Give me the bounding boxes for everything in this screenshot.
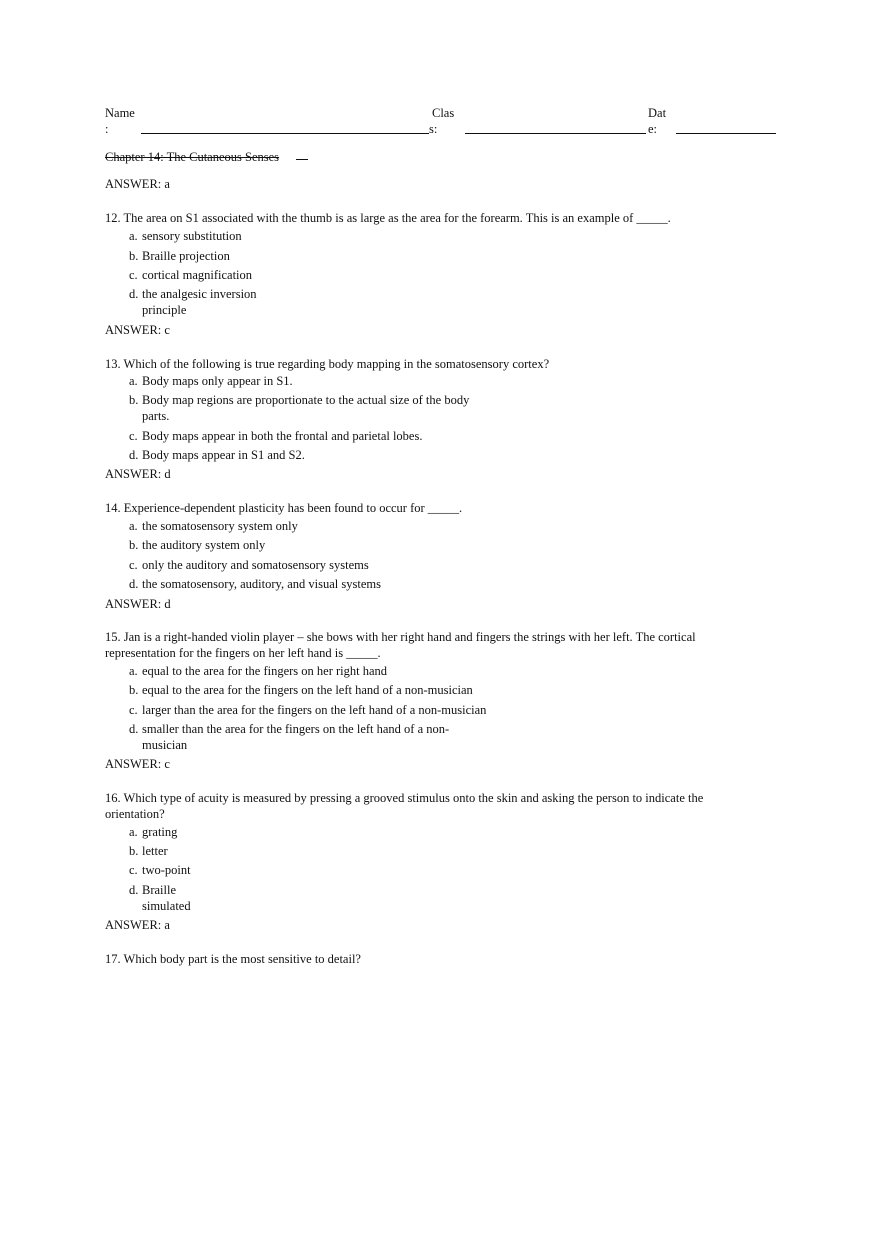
- date-colon: e:: [648, 122, 658, 136]
- class-colon: s:: [429, 122, 438, 136]
- q13-option-b: b. Body map regions are proportionate to the actual size of the body parts.: [129, 393, 470, 423]
- q12-option-b: b. Braille projection: [129, 249, 230, 263]
- q12-option-d: d. the analgesic inversion principle: [129, 287, 257, 317]
- q13-option-d: d. Body maps appear in S1 and S2.: [129, 448, 305, 462]
- question-14: 14. Experience-dependent plasticity has been found to occur for _____.: [105, 501, 463, 515]
- q16-option-d: d. Braille simulated: [129, 883, 191, 913]
- q16-answer: ANSWER: a: [105, 918, 170, 932]
- chapter-title-underline: [296, 159, 308, 160]
- question-16: 16. Which type of acuity is measured by pressing a grooved stimulus onto the skin and asking the person to indicate the orientation?: [105, 791, 704, 821]
- q16-option-b: b. letter: [129, 844, 168, 858]
- chapter-title: Chapter 14: The Cutaneous Senses: [105, 150, 280, 164]
- q16-option-a: a. grating: [129, 825, 178, 839]
- q15-answer: ANSWER: c: [105, 757, 170, 771]
- q15-option-a: a. equal to the area for the fingers on her right hand: [129, 664, 388, 678]
- q14-option-b: b. the auditory system only: [129, 538, 266, 552]
- q13-option-a: a. Body maps only appear in S1.: [129, 374, 293, 388]
- q15-option-b: b. equal to the area for the fingers on the left hand of a non-musician: [129, 683, 473, 697]
- q14-option-c: c. only the auditory and somatosensory systems: [129, 558, 369, 572]
- question-13: 13. Which of the following is true regarding body mapping in the somatosensory cortex?: [105, 357, 550, 371]
- q13-answer: ANSWER: d: [105, 467, 171, 481]
- question-12: 12. The area on S1 associated with the thumb is as large as the area for the forearm. This is an example of _____.: [105, 211, 671, 225]
- date-label: Dat: [648, 106, 667, 120]
- date-field-line: [676, 133, 776, 134]
- q12-option-c: c. cortical magnification: [129, 268, 253, 282]
- name-label: Name: [105, 106, 135, 120]
- q14-option-a: a. the somatosensory system only: [129, 519, 298, 533]
- q12-answer: ANSWER: c: [105, 323, 170, 337]
- name-colon: :: [105, 122, 109, 136]
- question-15: 15. Jan is a right-handed violin player – she bows with her right hand and fingers the strings with her left. The cortical representation for the fingers on her left hand is _____.: [105, 630, 696, 660]
- class-label: Clas: [432, 106, 455, 120]
- q14-answer: ANSWER: d: [105, 597, 171, 611]
- name-field-line: [141, 133, 429, 134]
- question-17: 17. Which body part is the most sensitive to detail?: [105, 952, 361, 966]
- q14-option-d: d. the somatosensory, auditory, and visual systems: [129, 577, 381, 591]
- q12-option-a: a. sensory substitution: [129, 229, 242, 243]
- q13-option-c: c. Body maps appear in both the frontal and parietal lobes.: [129, 429, 423, 443]
- q15-option-c: c. larger than the area for the fingers on the left hand of a non-musician: [129, 703, 487, 717]
- answer-previous: ANSWER: a: [105, 177, 170, 191]
- class-field-line: [465, 133, 646, 134]
- q15-option-d: d. smaller than the area for the fingers on the left hand of a non- musician: [129, 722, 450, 752]
- q16-option-c: c. two-point: [129, 863, 191, 877]
